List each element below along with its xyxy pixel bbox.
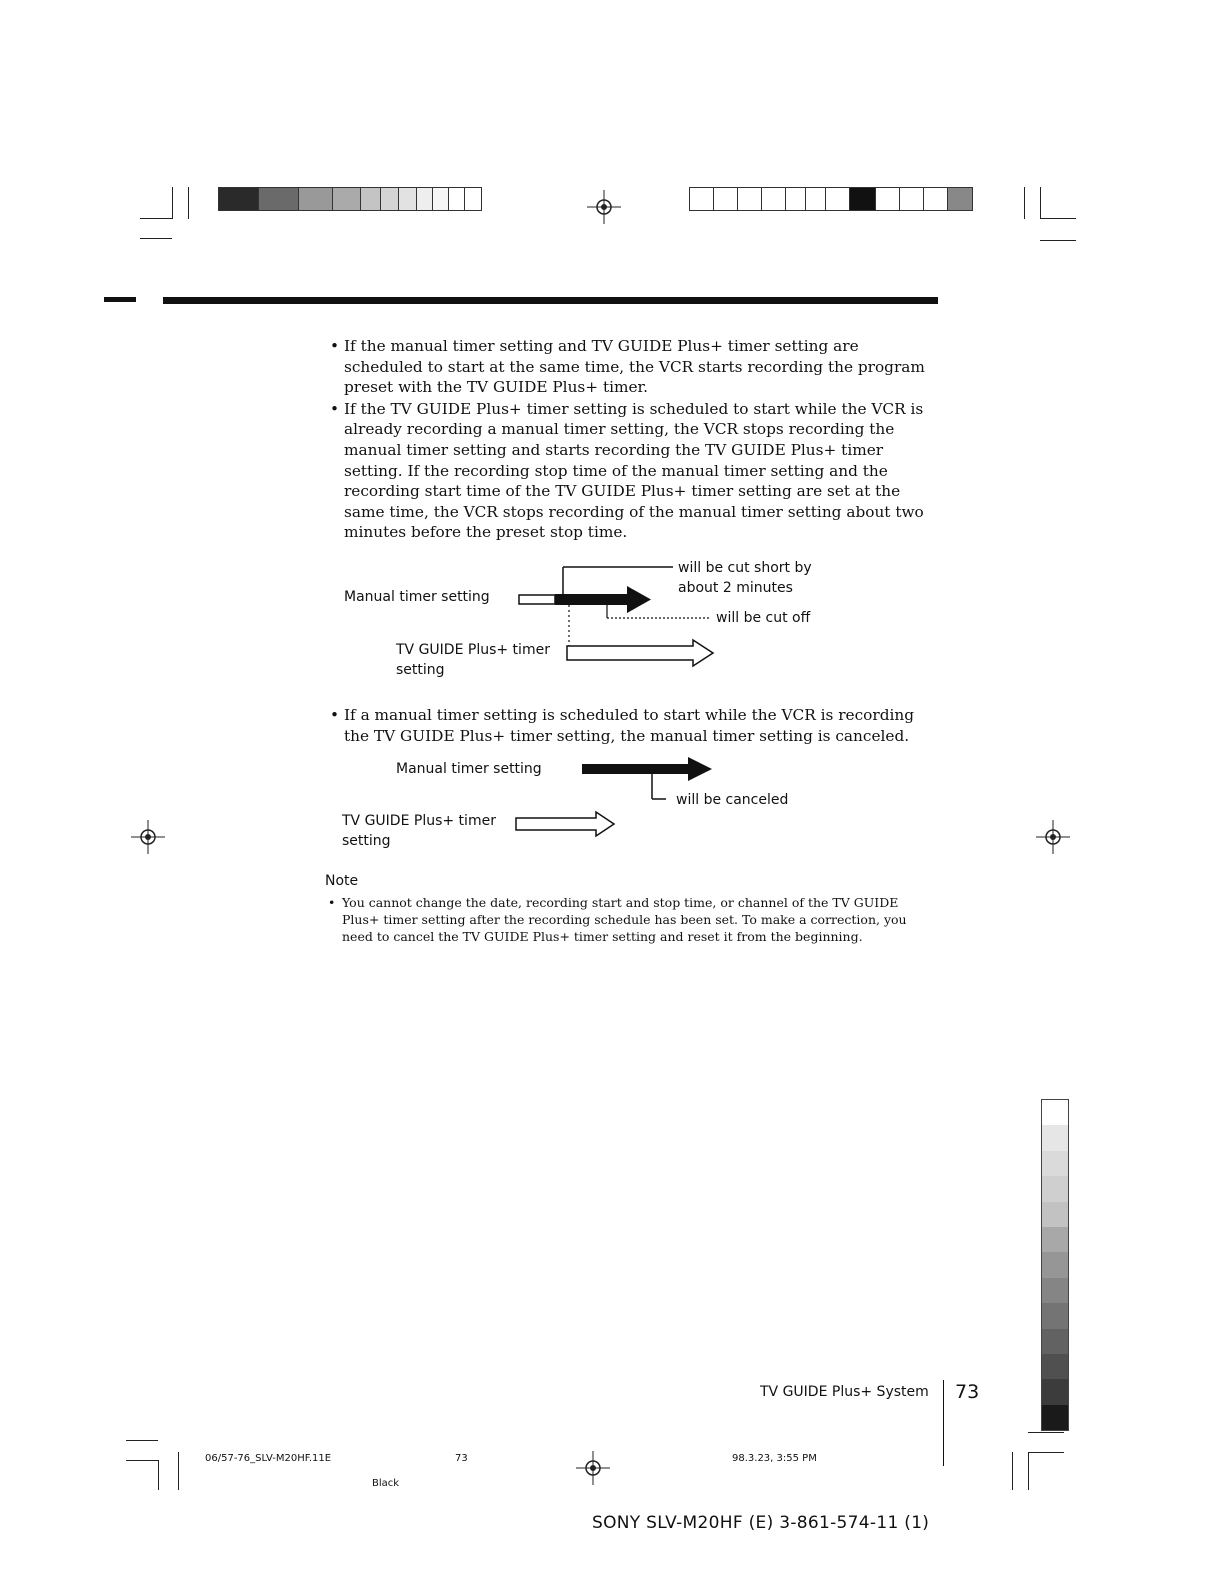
diagram1-cut-off: will be cut off (716, 610, 811, 626)
registration-target-top (587, 190, 621, 224)
diagram1-cut-short-line2: about 2 minutes (678, 580, 793, 596)
bullet-list-mid (330, 705, 938, 747)
registration-target-bottom (576, 1451, 610, 1485)
footer-divider (943, 1380, 944, 1466)
bullet-item-same-start: • If the manual timer setting and TV GUIDE Plus+ timer setting are scheduled to start at the same time, the VCR starts recording the program preset with the TV GUIDE Plus+ timer. (330, 336, 938, 398)
diagram2-canceled: will be canceled (676, 792, 789, 808)
header-rule-stub (104, 297, 136, 302)
diagram1-manual-label: Manual timer setting (344, 589, 490, 605)
timestamp: 98.3.23, 3:55 PM (732, 1453, 817, 1464)
diagram2-tvguide-label-1: TV GUIDE Plus+ timer (342, 813, 496, 829)
page-number: 73 (955, 1381, 980, 1403)
bullet-list-top (330, 336, 938, 544)
bullet-item-canceled: • If a manual timer setting is scheduled to start while the VCR is recording the TV GUIDE Plus+ timer setting, the manual timer setting is canceled. (330, 705, 938, 746)
diagram2-tvguide-label-2: setting (342, 833, 391, 849)
note-title: Note (325, 873, 359, 889)
registration-target-left (131, 820, 165, 854)
model-code: SONY SLV-M20HF (E) 3-861-574-11 (1) (592, 1513, 930, 1533)
registration-target-right (1036, 820, 1070, 854)
diagram1-tvguide-label-1: TV GUIDE Plus+ timer (396, 642, 550, 658)
section-title: TV GUIDE Plus+ System (760, 1384, 929, 1400)
note-list (328, 894, 918, 945)
color-plate: Black (372, 1478, 400, 1489)
note-text: • You cannot change the date, recording start and stop time, or channel of the TV GUIDE Plus+ timer setting after the recording schedule has been set. To make a correction, you need to cancel the TV GUIDE Plus+ timer setting and reset it from the beginning. (328, 894, 918, 945)
file-code: 06/57-76_SLV-M20HF.11E (205, 1453, 332, 1464)
diagram2-tvguide-arrow (514, 810, 618, 838)
grayscale-strip (1041, 1099, 1069, 1431)
diagram1-tvguide-label-2: setting (396, 662, 445, 678)
registration-bar-right (689, 187, 973, 211)
diagram2-manual-label: Manual timer setting (396, 761, 542, 777)
page-number-small: 73 (455, 1453, 468, 1464)
bullet-item-overlap: • If the TV GUIDE Plus+ timer setting is scheduled to start while the VCR is already recording a manual timer setting, the VCR stops recording the manual timer setting and starts recording the TV GUIDE Plus+ timer setting. If the recording stop time of the manual timer setting and the recording start time of the TV GUIDE Plus+ timer setting are set at the same time, the VCR stops recording of the manual timer setting about two minutes before the preset stop time. (330, 399, 938, 543)
registration-bar-left (218, 187, 482, 211)
diagram1-cut-short-line1: will be cut short by (678, 560, 812, 576)
header-rule (163, 297, 938, 304)
